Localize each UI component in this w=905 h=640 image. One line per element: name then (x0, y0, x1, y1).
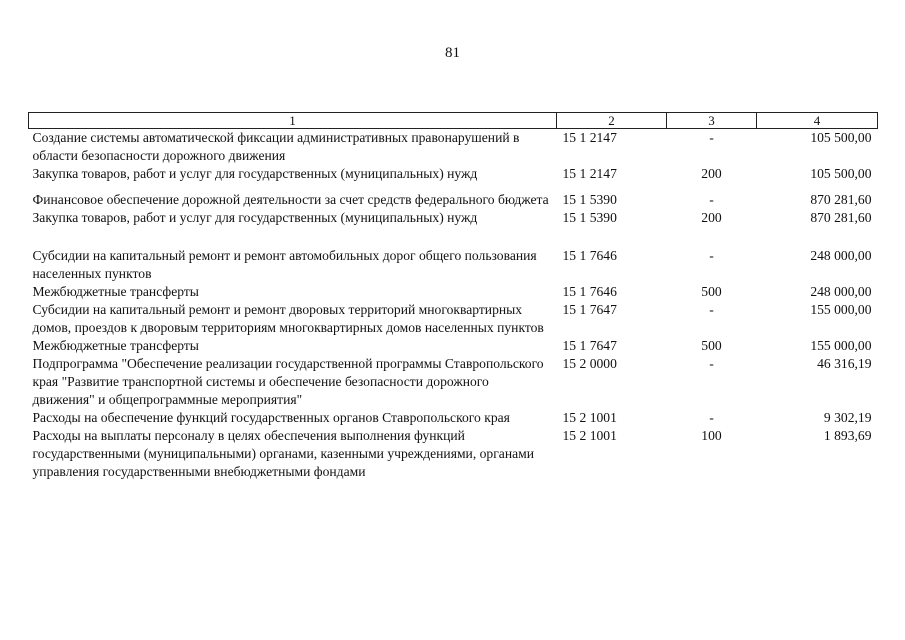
table-row (29, 165, 878, 191)
table-row (29, 209, 878, 247)
row-type: 200 (701, 166, 722, 181)
header-col-2: 2 (557, 113, 667, 129)
row-name: Финансовое обеспечение дорожной деятельности за счет средств федерального бюджета (32, 192, 549, 207)
table-row (29, 427, 878, 481)
row-code: 15 2 0000 (562, 356, 617, 371)
table-row (29, 247, 878, 283)
row-code: 15 1 7647 (562, 302, 617, 317)
row-name: Подпрограмма "Обеспечение реализации государственной программы Ставропольского края "Развитие транспортной системы и обеспечение безопасности дорожного движения" и общепрограммные мероприятия" (32, 356, 544, 407)
row-type: - (709, 410, 714, 425)
row-name: Субсидии на капитальный ремонт и ремонт автомобильных дорог общего пользования населенных пунктов (32, 248, 537, 281)
row-code: 15 2 1001 (562, 428, 617, 443)
row-amount: 870 281,60 (810, 192, 872, 207)
row-code: 15 1 7646 (562, 248, 617, 263)
row-code: 15 1 5390 (562, 210, 617, 225)
row-name: Расходы на обеспечение функций государственных органов Ставропольского края (32, 410, 510, 425)
row-type: - (709, 130, 714, 145)
table-row (29, 337, 878, 355)
row-amount: 105 500,00 (810, 166, 872, 181)
table-row (29, 301, 878, 337)
header-col-4: 4 (757, 113, 878, 129)
table-header-row (29, 113, 878, 129)
row-type: - (709, 248, 714, 263)
row-amount: 46 316,19 (817, 356, 872, 371)
row-name: Расходы на выплаты персоналу в целях обеспечения выполнения функций государственными (муниципальными) органами, казенными учреждениями, органами управления государственными внебюджетными фондами (32, 428, 535, 479)
row-type: 500 (701, 284, 722, 299)
row-name: Закупка товаров, работ и услуг для государственных (муниципальных) нужд (32, 210, 478, 225)
row-name: Субсидии на капитальный ремонт и ремонт дворовых территорий многоквартирных домов, проездов к дворовым территориям многоквартирных домов населенных пунктов (32, 302, 544, 335)
row-code: 15 1 7646 (562, 284, 617, 299)
table-row (29, 283, 878, 301)
row-amount: 248 000,00 (810, 284, 872, 299)
row-type: 200 (701, 210, 722, 225)
row-amount: 155 000,00 (810, 338, 872, 353)
table-row (29, 191, 878, 209)
table-row (29, 355, 878, 409)
page-number: 81 (445, 45, 460, 61)
row-amount: 1 893,69 (823, 428, 872, 443)
budget-table (28, 112, 878, 481)
row-name: Создание системы автоматической фиксации административных правонарушений в области безопасности дорожного движения (32, 130, 520, 163)
table-row (29, 409, 878, 427)
row-amount: 105 500,00 (810, 130, 872, 145)
row-code: 15 1 2147 (562, 166, 617, 181)
table-row (29, 129, 878, 166)
header-col-3: 3 (667, 113, 757, 129)
row-amount: 870 281,60 (810, 210, 872, 225)
row-type: 100 (701, 428, 722, 443)
row-type: - (709, 302, 714, 317)
row-amount: 248 000,00 (810, 248, 872, 263)
row-type: - (709, 192, 714, 207)
header-col-1: 1 (29, 113, 557, 129)
row-code: 15 2 1001 (562, 410, 617, 425)
row-amount: 9 302,19 (823, 410, 872, 425)
row-name: Межбюджетные трансферты (32, 338, 199, 353)
row-name: Межбюджетные трансферты (32, 284, 199, 299)
row-name: Закупка товаров, работ и услуг для государственных (муниципальных) нужд (32, 166, 478, 181)
row-code: 15 1 5390 (562, 192, 617, 207)
row-code: 15 1 7647 (562, 338, 617, 353)
row-amount: 155 000,00 (810, 302, 872, 317)
row-code: 15 1 2147 (562, 130, 617, 145)
row-type: 500 (701, 338, 722, 353)
row-type: - (709, 356, 714, 371)
